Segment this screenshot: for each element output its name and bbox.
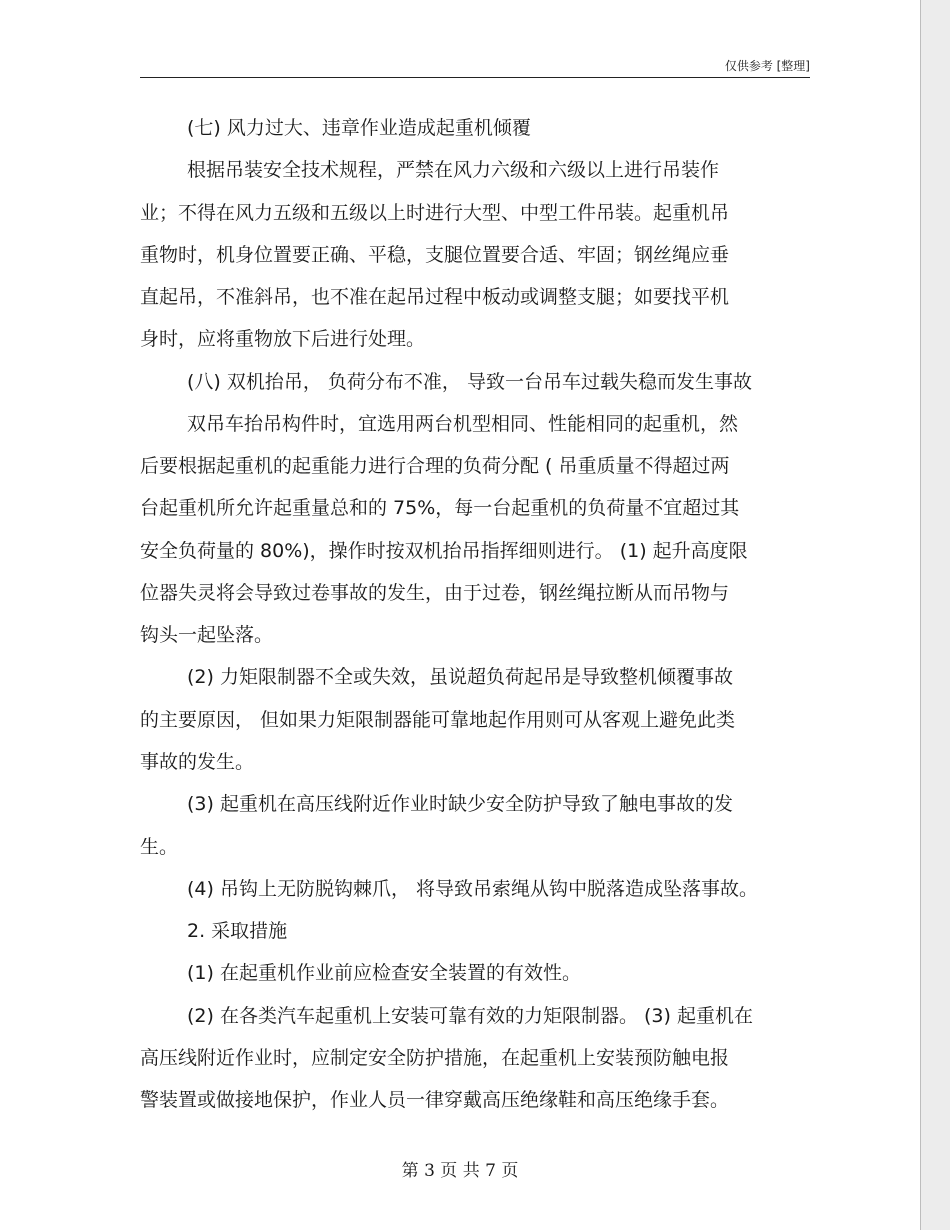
section-heading-measures: 2. 采取措施 (187, 920, 288, 942)
paragraph-line: (2) 力矩限制器不全或失效，虽说超负荷起吊是导致整机倾覆事故 (187, 666, 733, 688)
paragraph-line: 台起重机所允许起重量总和的 75%，每一台起重机的负荷量不宜超过其 (140, 497, 740, 519)
paragraph-line: 生。 (140, 836, 179, 858)
paragraph-line: 根据吊装安全技术规程，严禁在风力六级和六级以上进行吊装作 (187, 159, 720, 181)
page-number-footer: 第 3 页 共 7 页 (401, 1161, 519, 1181)
paragraph-line: 事故的发生。 (140, 751, 255, 773)
paragraph-line: 的主要原因， 但如果力矩限制器能可靠地起作用则可从客观上避免此类 (140, 709, 736, 731)
header-note: 仅供参考 [整理] (724, 59, 810, 73)
section-heading-8: (八) 双机抬吊， 负荷分布不准， 导致一台吊车过载失稳而发生事故 (187, 371, 752, 393)
paragraph-line: 钩头一起坠落。 (140, 624, 274, 646)
paragraph-line: 业；不得在风力五级和五级以上时进行大型、中型工件吊装。起重机吊 (140, 202, 730, 224)
paragraph-line: 位器失灵将会导致过卷事故的发生，由于过卷，钢丝绳拉断从而吊物与 (140, 582, 730, 604)
section-heading-7: (七) 风力过大、违章作业造成起重机倾覆 (187, 117, 531, 139)
paragraph-line: (3) 起重机在高压线附近作业时缺少安全防护导致了触电事故的发 (187, 793, 733, 815)
paragraph-line: 后要根据起重机的起重能力进行合理的负荷分配 ( 吊重质量不得超过两 (140, 455, 730, 477)
page-header (140, 57, 810, 78)
paragraph-line: (4) 吊钩上无防脱钩棘爪， 将导致吊索绳从钩中脱落造成坠落事故。 (187, 878, 758, 900)
paragraph-line: (1) 在起重机作业前应检查安全装置的有效性。 (187, 962, 581, 984)
paragraph-line: 高压线附近作业时，应制定安全防护措施，在起重机上安装预防触电报 (140, 1047, 730, 1069)
paragraph-line: 警装置或做接地保护，作业人员一律穿戴高压绝缘鞋和高压绝缘手套。 (140, 1089, 730, 1111)
paragraph-line: 双吊车抬吊构件时，宜选用两台机型相同、性能相同的起重机，然 (187, 413, 739, 435)
paragraph-line: 安全负荷量的 80%)，操作时按双机抬吊指挥细则进行。 (1) 起升高度限 (140, 540, 748, 562)
paragraph-line: 身时，应将重物放下后进行处理。 (140, 328, 426, 350)
paragraph-line: 重物时，机身位置要正确、平稳，支腿位置要合适、牢固；钢丝绳应垂 (140, 244, 730, 266)
paragraph-line: (2) 在各类汽车起重机上安装可靠有效的力矩限制器。 (3) 起重机在 (187, 1005, 753, 1027)
paragraph-line: 直起吊，不准斜吊，也不准在起吊过程中板动或调整支腿；如要找平机 (140, 286, 730, 308)
